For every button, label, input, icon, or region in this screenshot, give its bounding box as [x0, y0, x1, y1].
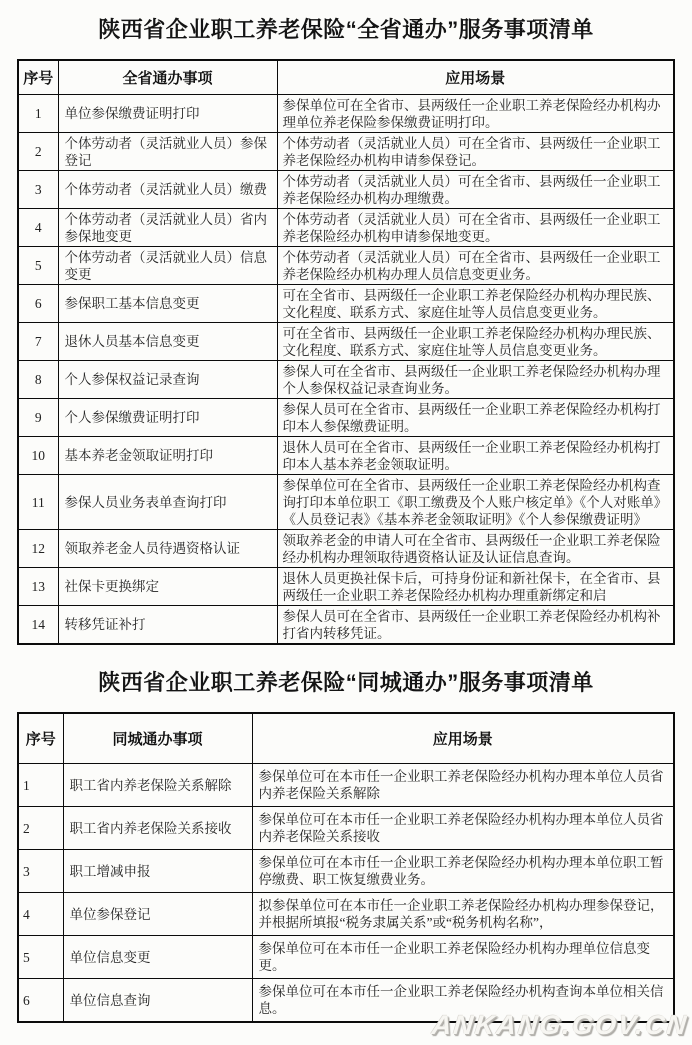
table-row	[18, 530, 674, 568]
table-row	[18, 437, 674, 475]
row-index-cell: 5	[18, 247, 58, 285]
table-row	[18, 807, 674, 850]
row-index-cell: 8	[18, 361, 58, 399]
table-row	[18, 475, 674, 530]
table-row	[18, 323, 674, 361]
scenario-cell: 参保单位可在本市任一企业职工养老保险经办机构办理本单位人员省内养老保险关系接收	[252, 807, 674, 850]
province-wide-table	[17, 59, 675, 645]
table-header-row	[18, 60, 674, 95]
row-index-cell: 4	[18, 893, 63, 936]
scenario-cell: 领取养老金的申请人可在全省市、县两级任一企业职工养老保险经办机构办理领取待遇资格认证及认证信息查询。	[277, 530, 674, 568]
item-name-cell: 个体劳动者（灵活就业人员）参保登记	[58, 133, 277, 171]
table-row	[18, 893, 674, 936]
city-wide-table	[17, 712, 675, 1023]
scenario-cell: 退休人员可在全省市、县两级任一企业职工养老保险经办机构打印本人基本养老金领取证明。	[277, 437, 674, 475]
scenario-cell: 个体劳动者（灵活就业人员）可在全省市、县两级任一企业职工养老保险经办机构申请参保登记。	[277, 133, 674, 171]
item-name-cell: 个体劳动者（灵活就业人员）信息变更	[58, 247, 277, 285]
row-index-cell: 9	[18, 399, 58, 437]
row-index-cell: 14	[18, 606, 58, 645]
scenario-cell: 可在全省市、县两级任一企业职工养老保险经办机构办理民族、文化程度、联系方式、家庭住址等人员信息变更业务。	[277, 323, 674, 361]
row-index-cell: 2	[18, 807, 63, 850]
item-name-cell: 职工增减申报	[63, 850, 252, 893]
item-name-cell: 社保卡更换绑定	[58, 568, 277, 606]
item-name-cell: 单位参保登记	[63, 893, 252, 936]
row-index-cell: 10	[18, 437, 58, 475]
item-name-cell: 单位信息查询	[63, 979, 252, 1023]
column-header-index: 序号	[18, 713, 63, 764]
row-index-cell: 4	[18, 209, 58, 247]
row-index-cell: 5	[18, 936, 63, 979]
table-row	[18, 171, 674, 209]
row-index-cell: 3	[18, 171, 58, 209]
scenario-cell: 参保人员可在全省市、县两级任一企业职工养老保险经办机构打印本人参保缴费证明。	[277, 399, 674, 437]
scenario-cell: 个体劳动者（灵活就业人员）可在全省市、县两级任一企业职工养老保险经办机构申请参保地变更。	[277, 209, 674, 247]
scenario-cell: 参保单位可在本市任一企业职工养老保险经办机构办理本单位职工暂停缴费、职工恢复缴费业务。	[252, 850, 674, 893]
scenario-cell: 个体劳动者（灵活就业人员）可在全省市、县两级任一企业职工养老保险经办机构办理人员信息变更业务。	[277, 247, 674, 285]
table-row	[18, 936, 674, 979]
row-index-cell: 13	[18, 568, 58, 606]
table-row	[18, 399, 674, 437]
scenario-cell: 参保人可在全省市、县两级任一企业职工养老保险经办机构办理个人参保权益记录查询业务。	[277, 361, 674, 399]
row-index-cell: 1	[18, 95, 58, 133]
table-row	[18, 850, 674, 893]
item-name-cell: 领取养老金人员待遇资格认证	[58, 530, 277, 568]
column-header-item: 同城通办事项	[63, 713, 252, 764]
scenario-cell: 个体劳动者（灵活就业人员）可在全省市、县两级任一企业职工养老保险经办机构办理缴费。	[277, 171, 674, 209]
table-row	[18, 95, 674, 133]
site-watermark: ANKANG.GOV.CN	[430, 1010, 690, 1040]
column-header-scenario: 应用场景	[252, 713, 674, 764]
table-row	[18, 133, 674, 171]
item-name-cell: 参保职工基本信息变更	[58, 285, 277, 323]
table-row	[18, 979, 674, 1023]
item-name-cell: 单位信息变更	[63, 936, 252, 979]
column-header-scenario: 应用场景	[277, 60, 674, 95]
item-name-cell: 个体劳动者（灵活就业人员）缴费	[58, 171, 277, 209]
table-row	[18, 285, 674, 323]
item-name-cell: 职工省内养老保险关系接收	[63, 807, 252, 850]
row-index-cell: 12	[18, 530, 58, 568]
item-name-cell: 退休人员基本信息变更	[58, 323, 277, 361]
row-index-cell: 6	[18, 979, 63, 1023]
scenario-cell: 拟参保单位可在本市任一企业职工养老保险经办机构办理参保登记，并根据所填报“税务隶属关系”或“税务机构名称”，	[252, 893, 674, 936]
item-name-cell: 转移凭证补打	[58, 606, 277, 645]
scenario-cell: 可在全省市、县两级任一企业职工养老保险经办机构办理民族、文化程度、联系方式、家庭住址等人员信息变更业务。	[277, 285, 674, 323]
row-index-cell: 3	[18, 850, 63, 893]
row-index-cell: 11	[18, 475, 58, 530]
item-name-cell: 参保人员业务表单查询打印	[58, 475, 277, 530]
scenario-cell: 参保单位可在本市任一企业职工养老保险经办机构查询本单位相关信息。	[252, 979, 674, 1023]
row-index-cell: 6	[18, 285, 58, 323]
item-name-cell: 个体劳动者（灵活就业人员）省内参保地变更	[58, 209, 277, 247]
scenario-cell: 参保单位可在本市任一企业职工养老保险经办机构办理单位信息变更。	[252, 936, 674, 979]
item-name-cell: 基本养老金领取证明打印	[58, 437, 277, 475]
table-header-row	[18, 713, 674, 764]
item-name-cell: 个人参保缴费证明打印	[58, 399, 277, 437]
item-name-cell: 单位参保缴费证明打印	[58, 95, 277, 133]
item-name-cell: 个人参保权益记录查询	[58, 361, 277, 399]
table-row	[18, 209, 674, 247]
scenario-cell: 参保单位可在本市任一企业职工养老保险经办机构办理本单位人员省内养老保险关系解除	[252, 764, 674, 807]
scenario-cell: 退休人员更换社保卡后，可持身份证和新社保卡，在全省市、县两级任一企业职工养老保险经办机构办理重新绑定和启	[277, 568, 674, 606]
row-index-cell: 1	[18, 764, 63, 807]
row-index-cell: 7	[18, 323, 58, 361]
column-header-index: 序号	[18, 60, 58, 95]
table-row	[18, 361, 674, 399]
row-index-cell: 2	[18, 133, 58, 171]
table-row	[18, 247, 674, 285]
province-wide-list-title: 陕西省企业职工养老保险“全省通办”服务事项清单	[98, 17, 594, 42]
scenario-cell: 参保人员可在全省市、县两级任一企业职工养老保险经办机构补打省内转移凭证。	[277, 606, 674, 645]
table-row	[18, 764, 674, 807]
column-header-item: 全省通办事项	[58, 60, 277, 95]
table-row	[18, 568, 674, 606]
scenario-cell: 参保单位可在全省市、县两级任一企业职工养老保险经办机构办理单位养老保险参保缴费证明打印。	[277, 95, 674, 133]
city-wide-list-title: 陕西省企业职工养老保险“同城通办”服务事项清单	[98, 670, 594, 695]
table-row	[18, 606, 674, 645]
scenario-cell: 参保单位可在全省市、县两级任一企业职工养老保险经办机构查询打印本单位职工《职工缴费及个人账户核定单》《个人对账单》《人员登记表》《基本养老金领取证明》《个人参保缴费证明》	[277, 475, 674, 530]
item-name-cell: 职工省内养老保险关系解除	[63, 764, 252, 807]
